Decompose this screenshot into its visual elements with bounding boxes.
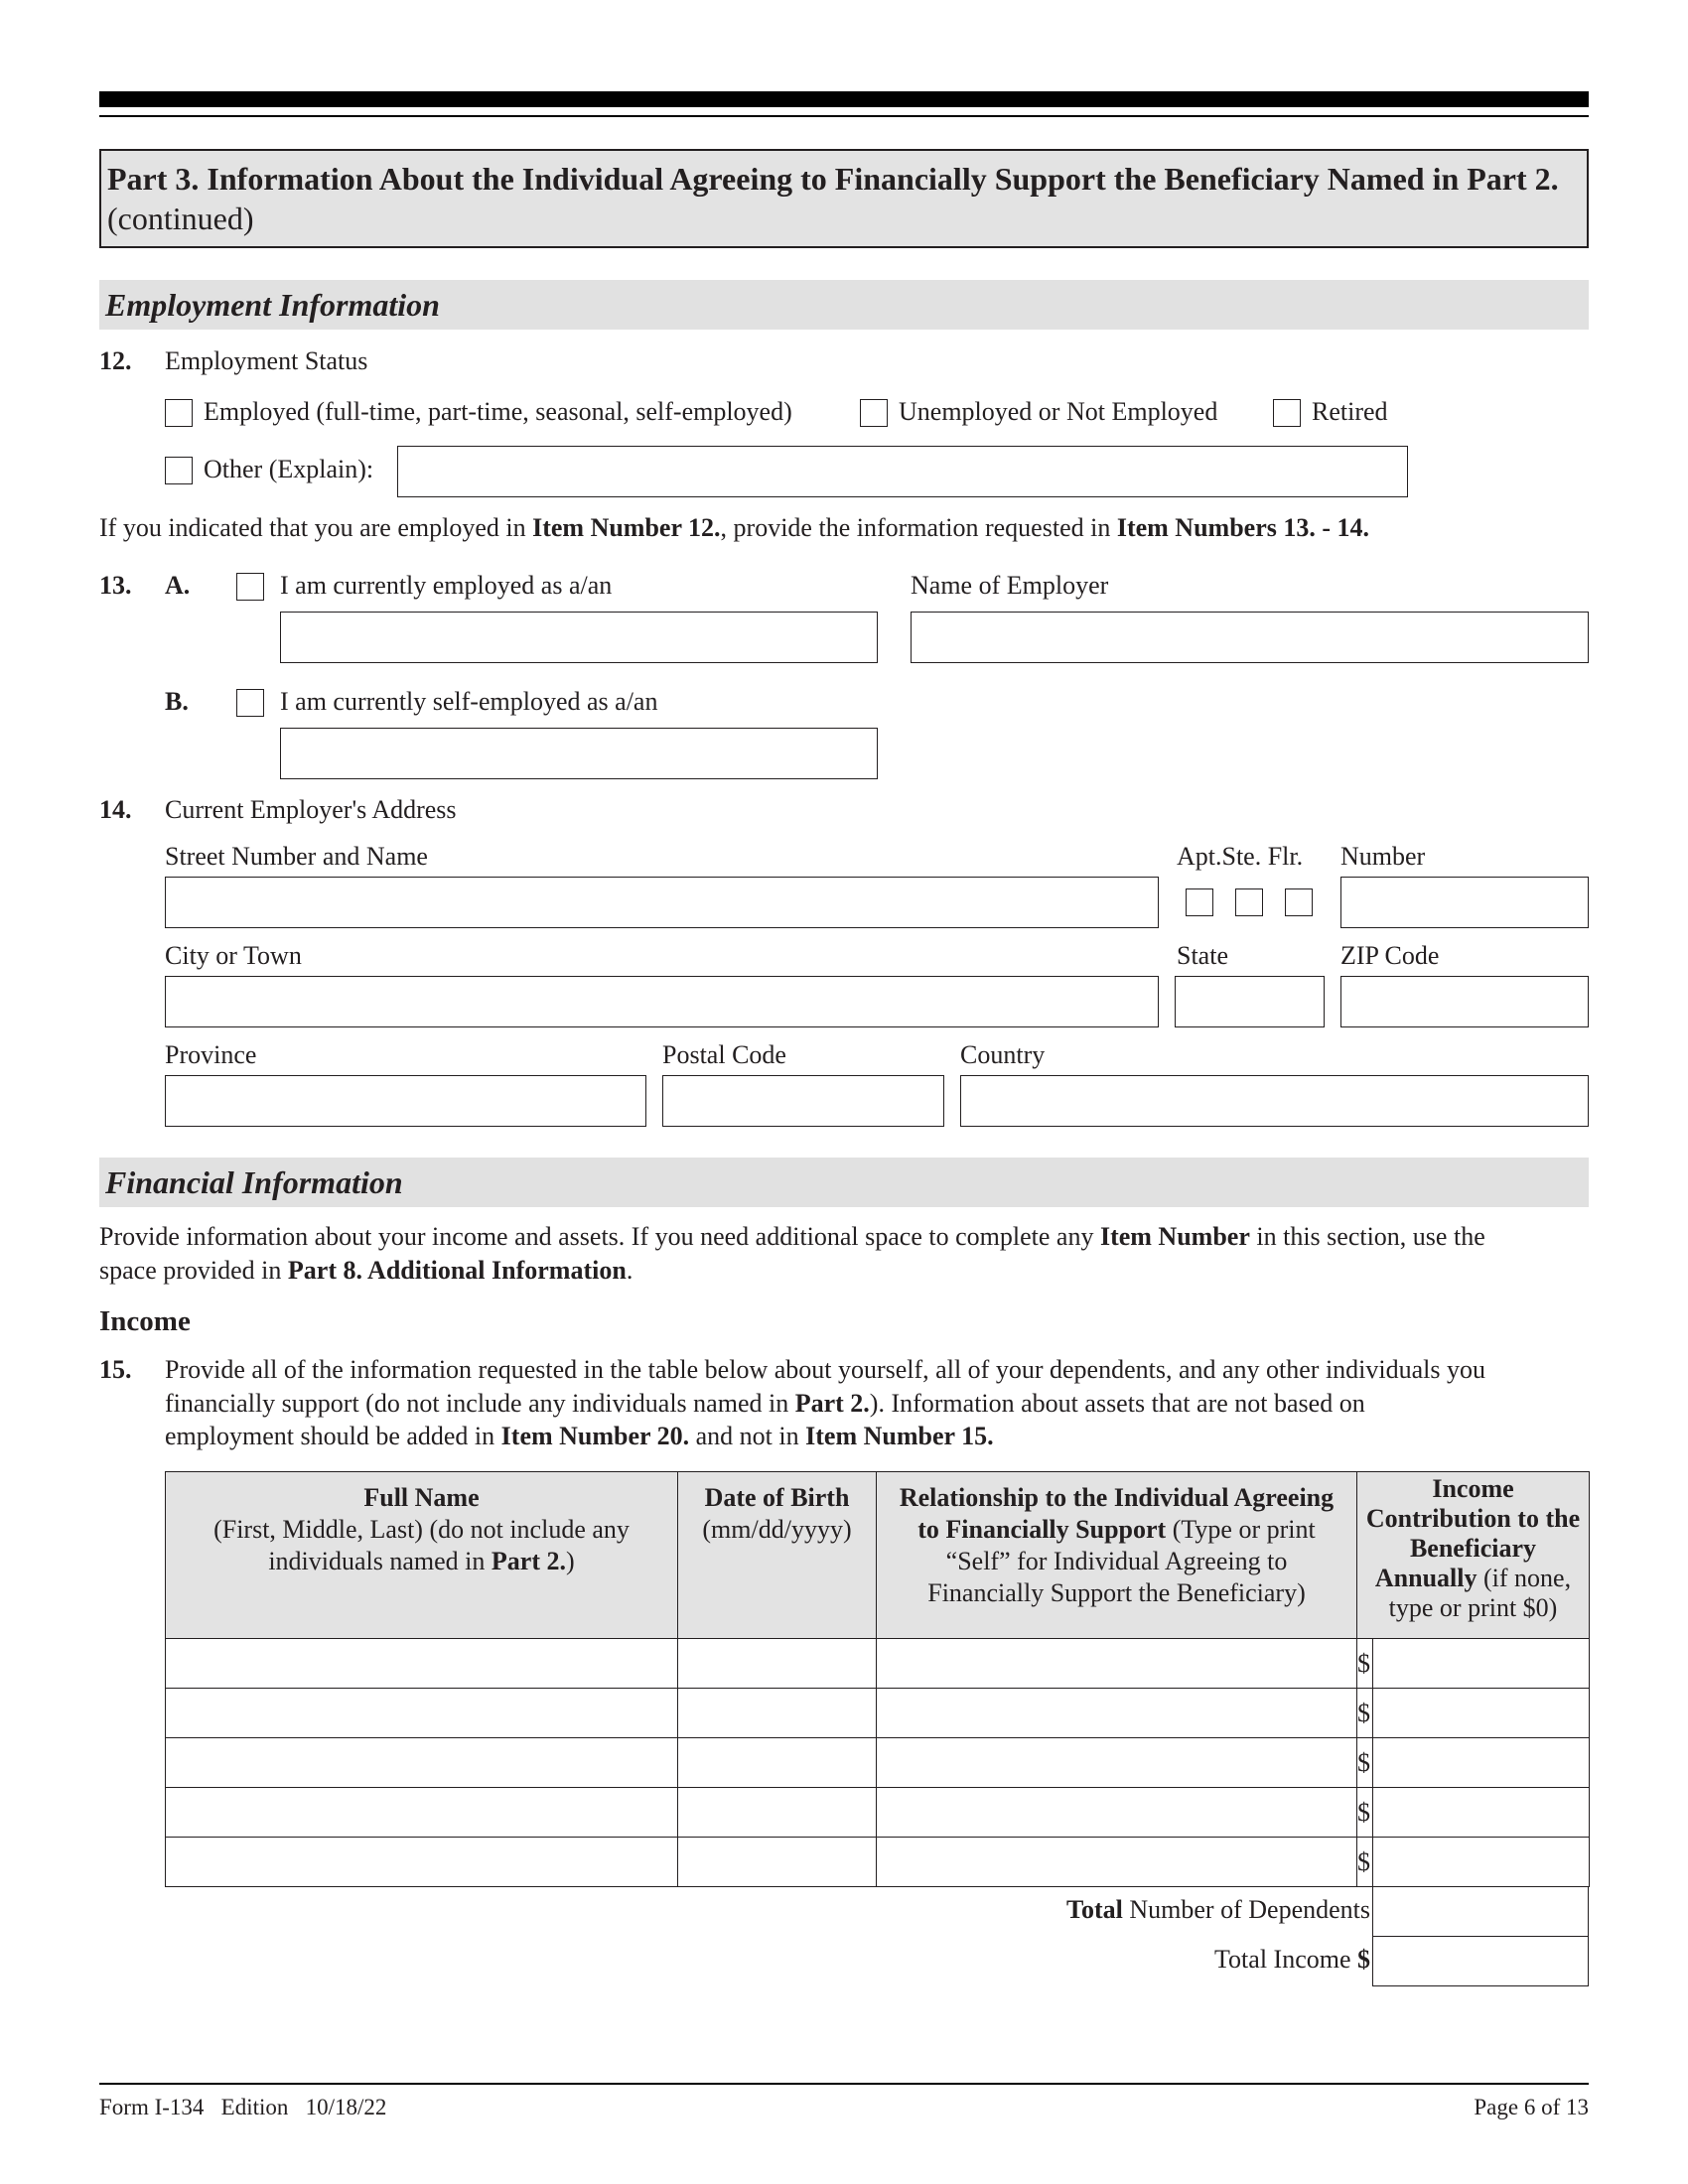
income-table-body xyxy=(166,1639,1590,1887)
employment-section-header xyxy=(99,280,1589,330)
currency-cell xyxy=(1357,1838,1373,1887)
currency-symbol: $ xyxy=(1357,1797,1370,1827)
income-header-bold-b: Contribution to the xyxy=(1365,1504,1581,1533)
currency-cell xyxy=(1357,1788,1373,1838)
flr-checkbox[interactable] xyxy=(1285,888,1313,916)
other-label: Other (Explain): xyxy=(204,455,374,483)
item-13a-letter: A. xyxy=(165,571,191,600)
currency-symbol: $ xyxy=(1357,1698,1370,1727)
income-header-rest-b: type or print $0) xyxy=(1388,1593,1558,1622)
retired-checkbox[interactable] xyxy=(1273,399,1301,427)
full-name-cell[interactable] xyxy=(166,1738,678,1788)
other-checkbox[interactable] xyxy=(165,457,193,484)
currency-cell xyxy=(1357,1639,1373,1689)
item-13-number: 13. xyxy=(99,571,132,600)
dob-cell[interactable] xyxy=(678,1738,877,1788)
relationship-header-rest-c: Financially Support the Beneficiary) xyxy=(927,1578,1306,1607)
financial-intro-bold-1: Item Number xyxy=(1099,1222,1250,1251)
financial-intro-line2 xyxy=(99,1255,633,1287)
relationship-header-rest-b: “Self” for Individual Agreeing to xyxy=(945,1547,1288,1575)
relationship-header xyxy=(877,1472,1357,1639)
country-label: Country xyxy=(960,1040,1046,1069)
full-name-header-sub-a: (First, Middle, Last) (do not include any xyxy=(213,1515,630,1544)
total-dependents-text: Number of Dependents xyxy=(1122,1895,1370,1924)
instruction-bold-1: Item Number 12. xyxy=(532,513,721,542)
retired-label: Retired xyxy=(1312,397,1388,426)
relationship-cell[interactable] xyxy=(877,1838,1357,1887)
income-amount-cell[interactable] xyxy=(1373,1738,1590,1788)
relationship-header-line2 xyxy=(881,1514,1352,1546)
city-label: City or Town xyxy=(165,941,302,970)
state-field[interactable] xyxy=(1175,976,1325,1027)
total-income-currency: $ xyxy=(1357,1945,1370,1974)
currency-cell xyxy=(1357,1738,1373,1788)
total-income-text: Total Income xyxy=(1213,1945,1357,1974)
income-amount-cell[interactable] xyxy=(1373,1838,1590,1887)
item-15-line2-text-a: financially support (do not include any individuals named in xyxy=(165,1389,795,1418)
instruction-text-2: , provide the information requested in xyxy=(720,513,1117,542)
unemployed-checkbox[interactable] xyxy=(860,399,888,427)
item-15-line2-bold: Part 2. xyxy=(794,1389,870,1418)
financial-section-header xyxy=(99,1158,1589,1207)
occupation-field[interactable] xyxy=(280,612,878,663)
financial-section-title: Financial Information xyxy=(105,1164,403,1200)
financial-intro-text-1: Provide information about your income and assets. If you need additional space to complete any xyxy=(99,1222,1100,1251)
part-title-continued: (continued) xyxy=(107,201,254,236)
form-edition: Form I-134 Edition 10/18/22 xyxy=(99,2095,387,2119)
total-dependents-bold: Total xyxy=(1066,1895,1123,1924)
employer-name-field[interactable] xyxy=(911,612,1589,663)
postal-label: Postal Code xyxy=(662,1040,786,1069)
relationship-header-bold-b: to Financially Support xyxy=(917,1515,1167,1544)
income-table xyxy=(165,1471,1590,1887)
unemployed-label: Unemployed or Not Employed xyxy=(899,397,1218,426)
income-heading: Income xyxy=(99,1305,191,1337)
item-15-line1: Provide all of the information requested in the table below about yourself, all of your dependents, and any other individuals you xyxy=(165,1355,1485,1384)
zip-label: ZIP Code xyxy=(1340,941,1440,970)
employer-name-label: Name of Employer xyxy=(911,571,1109,600)
unit-number-label: Number xyxy=(1340,842,1426,871)
currency-cell xyxy=(1357,1689,1373,1738)
item-12-number: 12. xyxy=(99,346,132,375)
full-name-header-title: Full Name xyxy=(363,1483,480,1512)
full-name-header xyxy=(166,1472,678,1639)
dob-cell[interactable] xyxy=(678,1838,877,1887)
self-employed-label: I am currently self-employed as a/an xyxy=(280,687,658,716)
income-amount-cell[interactable] xyxy=(1373,1689,1590,1738)
employed-as-label: I am currently employed as a/an xyxy=(280,571,613,600)
item-14-label: Current Employer's Address xyxy=(165,795,457,824)
dob-cell[interactable] xyxy=(678,1689,877,1738)
financial-intro-line1 xyxy=(99,1221,1485,1253)
income-table-row xyxy=(166,1738,1590,1788)
total-income-label xyxy=(993,1944,1370,1976)
financial-intro-text-2: in this section, use the xyxy=(1249,1222,1485,1251)
income-header-line4 xyxy=(1361,1564,1585,1593)
item-15-line3 xyxy=(165,1421,994,1452)
postal-field[interactable] xyxy=(662,1075,944,1127)
total-dependents-field[interactable] xyxy=(1372,1886,1589,1937)
dob-header-title: Date of Birth xyxy=(704,1483,850,1512)
relationship-cell[interactable] xyxy=(877,1788,1357,1838)
income-table-row xyxy=(166,1788,1590,1838)
relationship-cell[interactable] xyxy=(877,1738,1357,1788)
currency-symbol: $ xyxy=(1357,1648,1370,1678)
relationship-cell[interactable] xyxy=(877,1689,1357,1738)
income-contribution-header xyxy=(1357,1472,1590,1639)
income-amount-cell[interactable] xyxy=(1373,1639,1590,1689)
item-15-line2 xyxy=(165,1388,1365,1420)
currency-symbol: $ xyxy=(1357,1846,1370,1876)
total-dependents-label xyxy=(993,1894,1370,1926)
province-field[interactable] xyxy=(165,1075,646,1127)
income-table-row xyxy=(166,1838,1590,1887)
relationship-cell[interactable] xyxy=(877,1639,1357,1689)
dob-header xyxy=(678,1472,877,1639)
instruction-text-1: If you indicated that you are employed in xyxy=(99,513,533,542)
income-header-bold-d: Annually xyxy=(1374,1564,1477,1592)
full-name-header-sub-b xyxy=(170,1546,673,1577)
item-15-number: 15. xyxy=(99,1355,132,1384)
state-label: State xyxy=(1177,941,1228,970)
full-name-cell[interactable] xyxy=(166,1639,678,1689)
financial-intro-text-4: . xyxy=(626,1256,633,1285)
income-header-rest-a: (if none, xyxy=(1477,1564,1572,1592)
employment-section-title: Employment Information xyxy=(105,287,440,323)
unit-number-field[interactable] xyxy=(1340,877,1589,928)
employment-instruction xyxy=(99,512,1369,544)
financial-intro-text-3: space provided in xyxy=(99,1256,288,1285)
other-explain-field[interactable] xyxy=(397,446,1408,497)
part-header xyxy=(99,149,1589,248)
income-table-row xyxy=(166,1639,1590,1689)
part-title: Part 3. Information About the Individual Agreeing to Financially Support the Beneficiary Named in Part 2. xyxy=(107,161,1559,197)
employed-as-checkbox[interactable] xyxy=(236,573,264,601)
top-thin-rule xyxy=(99,115,1589,117)
financial-intro-bold-2: Part 8. Additional Information xyxy=(287,1256,627,1285)
dob-cell[interactable] xyxy=(678,1788,877,1838)
currency-symbol: $ xyxy=(1357,1747,1370,1777)
item-15-line3-text-c: and not in xyxy=(689,1422,806,1450)
self-employed-occupation-field[interactable] xyxy=(280,728,878,779)
full-name-cell[interactable] xyxy=(166,1788,678,1838)
item-15-line3-bold-b: Item Number 20. xyxy=(500,1422,690,1450)
street-label: Street Number and Name xyxy=(165,842,428,871)
employed-checkbox[interactable] xyxy=(165,399,193,427)
city-field[interactable] xyxy=(165,976,1159,1027)
item-15-line3-text-a: employment should be added in xyxy=(165,1422,501,1450)
item-15-line2-text-c: ). Information about assets that are not based on xyxy=(869,1389,1365,1418)
full-name-cell[interactable] xyxy=(166,1689,678,1738)
income-header-bold-a: Income xyxy=(1432,1474,1514,1503)
relationship-header-bold-a: Relationship to the Individual Agreeing xyxy=(899,1483,1335,1512)
full-name-header-sub-bold: Part 2. xyxy=(491,1547,566,1575)
dob-cell[interactable] xyxy=(678,1639,877,1689)
instruction-bold-2: Item Numbers 13. - 14. xyxy=(1116,513,1370,542)
income-amount-cell[interactable] xyxy=(1373,1788,1590,1838)
full-name-header-sub-b-text: individuals named in xyxy=(268,1547,492,1575)
country-field[interactable] xyxy=(960,1075,1589,1127)
self-employed-checkbox[interactable] xyxy=(236,689,264,717)
income-table-header-row xyxy=(166,1472,1590,1639)
page-number: Page 6 of 13 xyxy=(1474,2095,1589,2119)
zip-field[interactable] xyxy=(1340,976,1589,1027)
street-field[interactable] xyxy=(165,877,1159,928)
item-13b-letter: B. xyxy=(165,687,189,716)
item-14-number: 14. xyxy=(99,795,132,824)
income-header-bold-c: Beneficiary xyxy=(1409,1534,1537,1563)
employed-label: Employed (full-time, part-time, seasonal, self-employed) xyxy=(204,397,792,426)
apt-checkbox[interactable] xyxy=(1186,888,1213,916)
dob-header-sub: (mm/dd/yyyy) xyxy=(702,1515,852,1544)
footer-rule xyxy=(99,2083,1589,2085)
apt-ste-flr-label: Apt.Ste. Flr. xyxy=(1177,842,1304,871)
income-table-row xyxy=(166,1689,1590,1738)
full-name-header-sub-c: ) xyxy=(566,1547,575,1575)
top-thick-rule xyxy=(99,91,1589,107)
item-12-label: Employment Status xyxy=(165,346,368,375)
item-15-line3-bold-d: Item Number 15. xyxy=(805,1422,994,1450)
relationship-header-rest-a: (Type or print xyxy=(1166,1515,1316,1544)
total-income-field[interactable] xyxy=(1372,1936,1589,1986)
full-name-cell[interactable] xyxy=(166,1838,678,1887)
province-label: Province xyxy=(165,1040,257,1069)
ste-checkbox[interactable] xyxy=(1235,888,1263,916)
